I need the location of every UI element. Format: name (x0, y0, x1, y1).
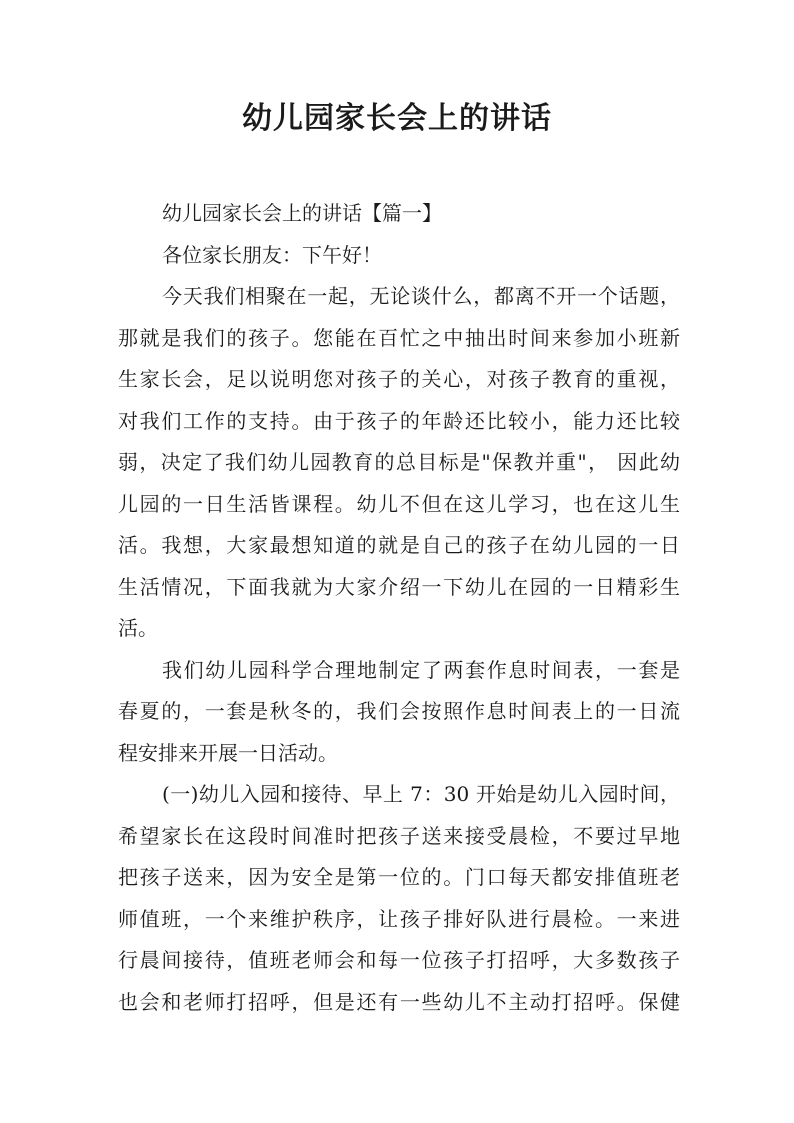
document-body (118, 193, 680, 1023)
text-line: 今天我们相聚在一起，无论谈什么，都离不开一个话题， (162, 284, 680, 308)
text-line: 行晨间接待，值班老师会和每一位孩子打招呼，大多数孩子 (118, 948, 680, 972)
text-line: 弱，决定了我们幼儿园教育的总目标是"保教并重"， 因此幼 (118, 450, 680, 474)
text-line: 对我们工作的支持。由于孩子的年龄还比较小，能力还比较 (118, 408, 680, 433)
text-line: 希望家长在这段时间准时把孩子送来接受晨检，不要过早地 (118, 823, 680, 848)
text-line: 生家长会，足以说明您对孩子的关心，对孩子教育的重视， (118, 367, 680, 391)
text-line: 幼儿园家长会上的讲话【篇一】 (162, 201, 442, 225)
text-line: 儿园的一日生活皆课程。幼儿不但在这儿学习，也在这儿生 (118, 491, 680, 516)
text-line: (一)幼儿入园和接待、早上 7：30 开始是幼儿入园时间， (162, 782, 680, 806)
text-line: 各位家长朋友：下午好！ (162, 242, 382, 267)
text-line: 我们幼儿园科学合理地制定了两套作息时间表，一套是 (162, 657, 680, 682)
text-line: 活。 (118, 616, 158, 640)
text-line: 生活情况，下面我就为大家介绍一下幼儿在园的一日精彩生 (118, 574, 680, 599)
text-line: 也会和老师打招呼，但是还有一些幼儿不主动打招呼。保健 (118, 989, 680, 1014)
text-line: 程安排来开展一日活动。 (118, 740, 338, 765)
text-line: 活。我想，大家最想知道的就是自己的孩子在幼儿园的一日 (118, 533, 680, 557)
text-line: 春夏的，一套是秋冬的，我们会按照作息时间表上的一日流 (118, 699, 680, 723)
text-line: 把孩子送来，因为安全是第一位的。门口每天都安排值班老 (118, 865, 680, 889)
text-line: 师值班，一个来维护秩序，让孩子排好队进行晨检。一来进 (118, 906, 680, 931)
document-title: 幼儿园家长会上的讲话 (242, 101, 552, 136)
text-line: 那就是我们的孩子。您能在百忙之中抽出时间来参加小班新 (118, 325, 680, 350)
